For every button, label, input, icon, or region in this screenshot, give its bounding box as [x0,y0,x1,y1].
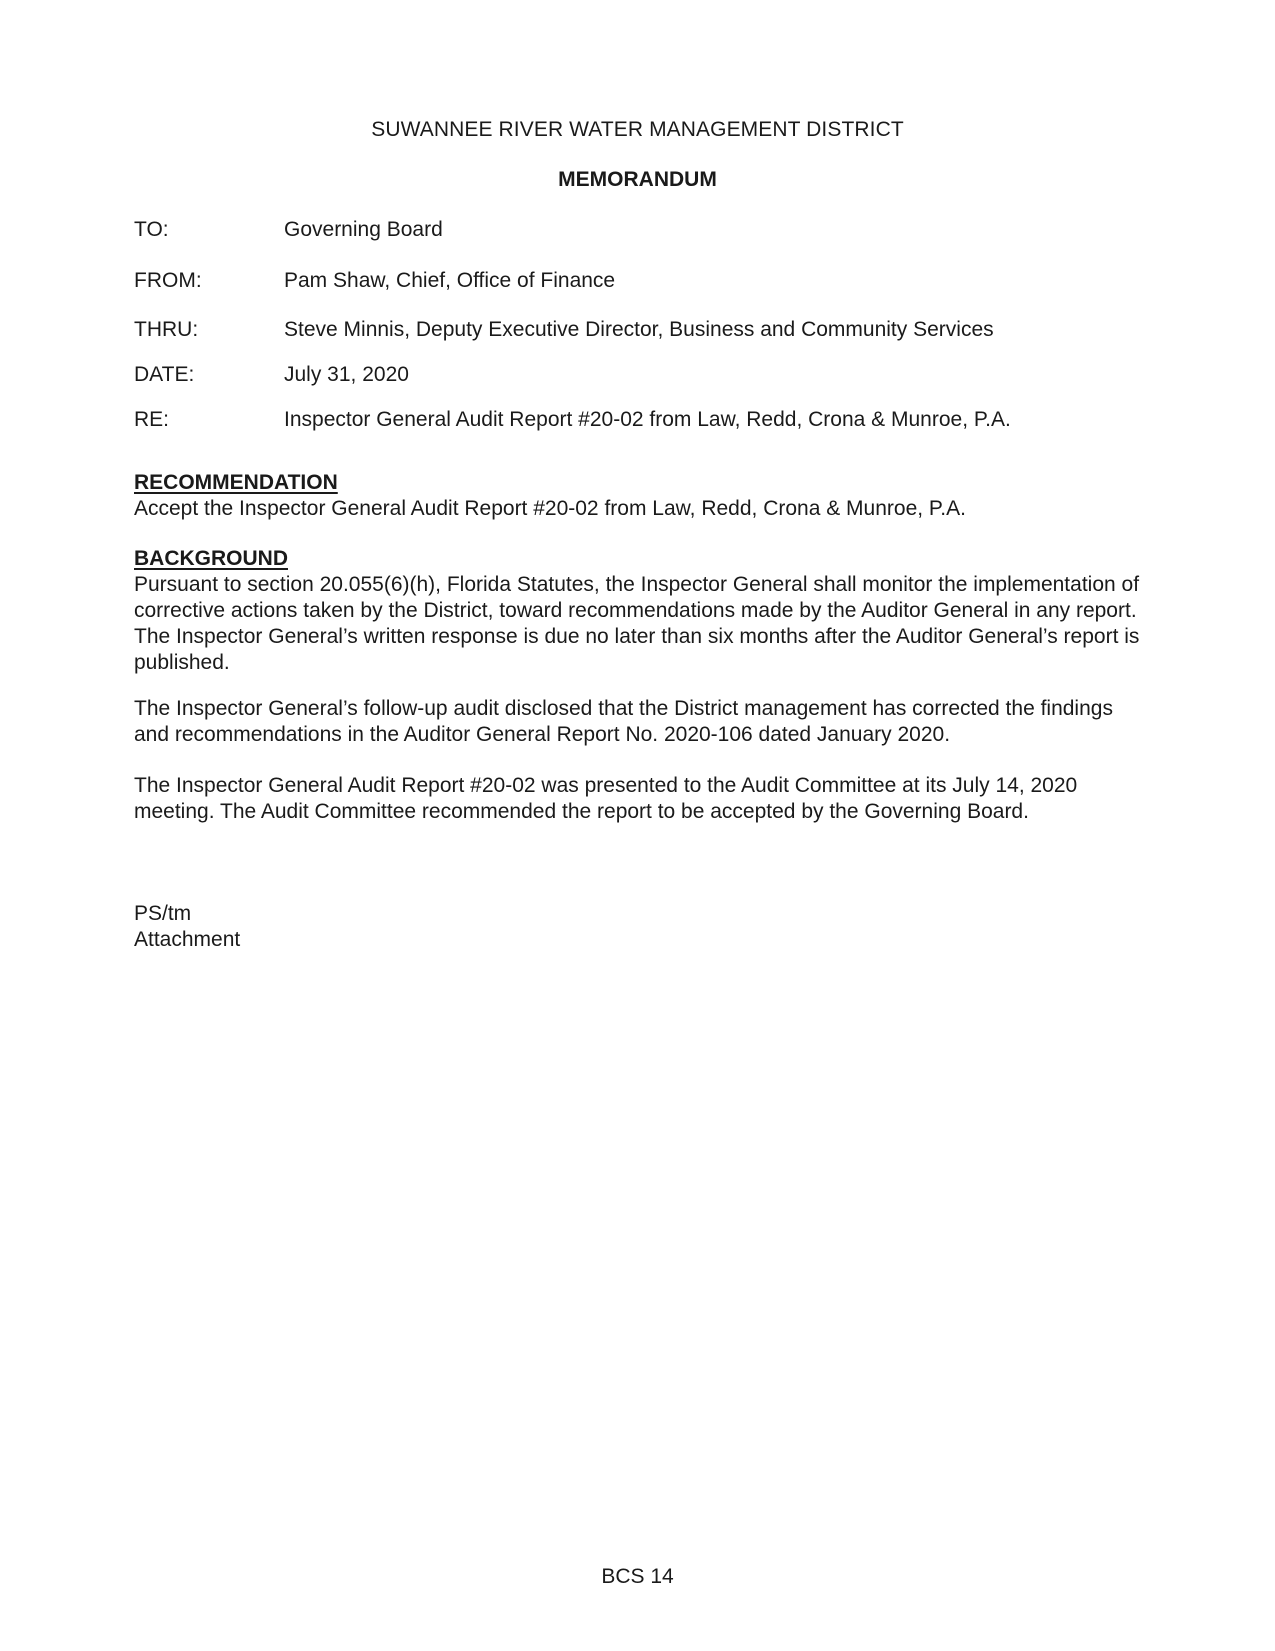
memo-date-row [134,363,1275,387]
thru-label: THRU: [134,318,199,341]
background-paragraph-3: The Inspector General Audit Report #20-02 was presented to the Audit Committee at its July 14, 2020 meeting. The Audit Committee recommended the report to be accepted by the Governing Board. [134,774,1078,823]
date-value: July 31, 2020 [284,363,409,386]
memo-re-row [134,408,1275,432]
background-section [134,546,1144,676]
background-paragraph-2: The Inspector General’s follow-up audit disclosed that the District management has corrected the findings and recommendations in the Auditor General Report No. 2020-106 dated January 2020. [134,697,1113,746]
background-heading: BACKGROUND [134,547,288,570]
memo-to-row [134,218,1275,242]
thru-value: Steve Minnis, Deputy Executive Director, Business and Community Services [284,318,994,341]
page-footer-label: BCS 14 [601,1565,674,1588]
document-title: MEMORANDUM [558,168,717,191]
date-label: DATE: [134,363,195,386]
closing-block [134,901,240,953]
from-value: Pam Shaw, Chief, Office of Finance [284,269,616,292]
memo-from-row [134,269,1275,293]
memo-thru-row [134,318,1275,342]
to-value: Governing Board [284,218,443,241]
background-paragraph-1: Pursuant to section 20.055(6)(h), Florida Statutes, the Inspector General shall monitor the implementation of corrective actions taken by the District, toward recommendations made by the Auditor General in any report. The Inspector General’s written response is due no later than six months after the Auditor General’s report is published. [134,573,1140,674]
recommendation-section [134,470,1144,522]
attachment-note: Attachment [134,928,241,951]
recommendation-text: Accept the Inspector General Audit Report #20-02 from Law, Redd, Crona & Munroe, P.A. [134,497,966,520]
from-label: FROM: [134,269,202,292]
re-label: RE: [134,408,170,431]
author-initials: PS/tm [134,902,192,925]
recommendation-heading: RECOMMENDATION [134,471,338,494]
re-value: Inspector General Audit Report #20-02 from Law, Redd, Crona & Munroe, P.A. [284,408,1011,431]
organization-name: SUWANNEE RIVER WATER MANAGEMENT DISTRICT [371,118,904,141]
to-label: TO: [134,218,169,241]
